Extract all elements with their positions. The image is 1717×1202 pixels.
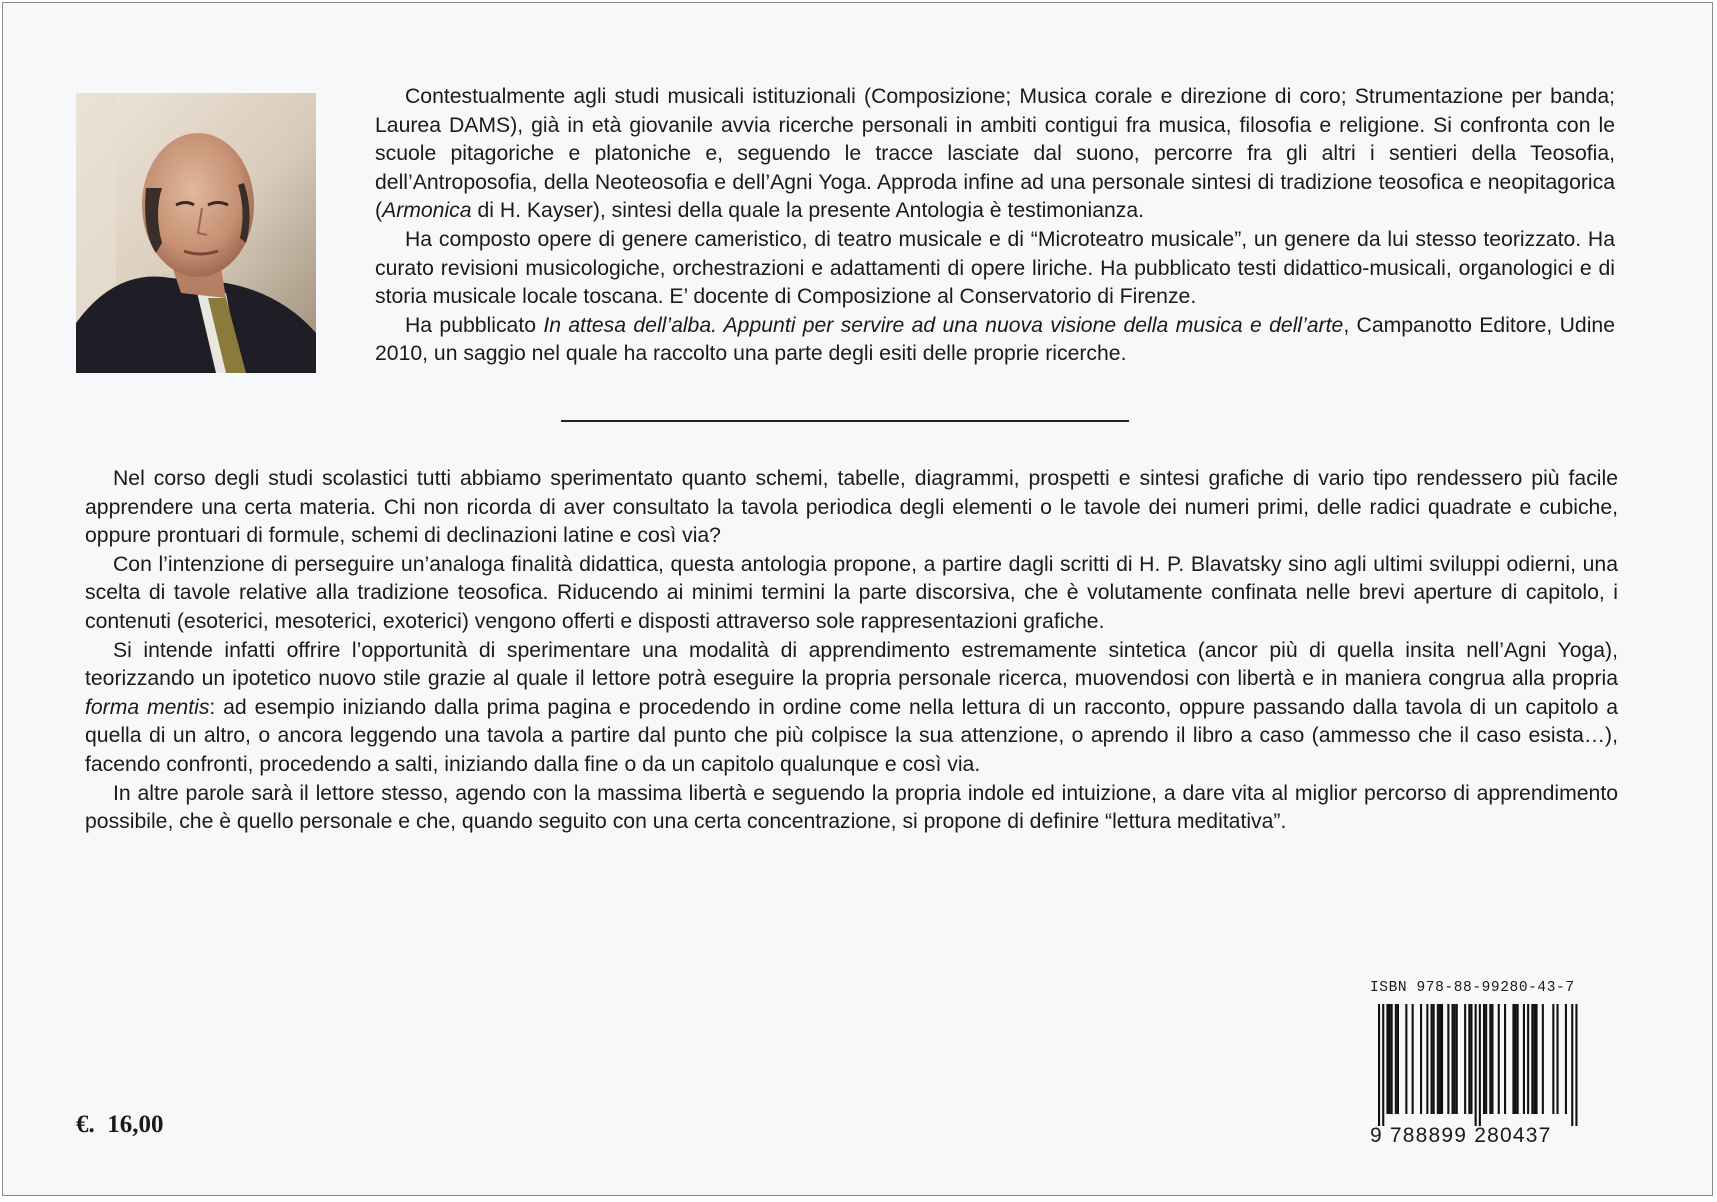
barcode-bar xyxy=(1397,1004,1399,1114)
isbn-barcode-block xyxy=(1370,980,1580,1148)
barcode-bar xyxy=(1565,1004,1567,1114)
barcode-bar xyxy=(1470,1004,1472,1114)
bio-paragraph: Contestualmente agli studi musicali istituzionali (Composizione; Musica corale e direzione di coro; Strumentazione per banda; Laurea DAMS), già in età giovanile avvia ricerche personali in ambiti contigui fra musica, filosofia e religione. Si confronta con le scuole pitagoriche e platoniche e, seguendo le tracce lasciate dal suono, percorre fra gli altri i sentieri della Teosofia, dell’Antroposofia, della Neoteosofia e dell’Agni Yoga. Approda infine ad una personale sintesi di tradizione teosofica e neopitagorica (Armonica di H. Kayser), sintesi della quale la presente Antologia è testimonianza. xyxy=(375,85,1615,223)
barcode-bar xyxy=(1536,1004,1538,1114)
barcode-bar xyxy=(1378,1004,1380,1126)
barcode-bar xyxy=(1485,1004,1487,1114)
barcode-bar xyxy=(1571,1004,1573,1126)
barcode-bar xyxy=(1527,1004,1529,1114)
barcode-bar xyxy=(1475,1004,1477,1126)
barcode-bar xyxy=(1479,1004,1481,1126)
barcode-bar xyxy=(1504,1004,1506,1114)
isbn-label: ISBN 978-88-99280-43-7 xyxy=(1370,980,1575,996)
barcode-bar xyxy=(1391,1004,1393,1114)
author-bio xyxy=(375,83,1615,369)
bio-paragraph: Ha composto opere di genere cameristico, di teatro musicale e di “Microteatro musicale”, un genere da lui stesso teorizzato. Ha curato revisioni musicologiche, orchestrazioni e adattamenti di opere liriche. Ha pubblicato testi didattico-musicali, organologici e di storia musicale locale toscana. E’ docente di Composizione al Conservatorio di Firenze. xyxy=(375,227,1615,309)
barcode-bar xyxy=(1395,1004,1397,1114)
barcode-bar xyxy=(1491,1004,1493,1114)
barcode-bar xyxy=(1515,1004,1517,1114)
barcode-bar xyxy=(1382,1004,1384,1126)
description-paragraph: Nel corso degli studi scolastici tutti abbiamo sperimentato quanto schemi, tabelle, diagrammi, prospetti e sintesi grafiche di vario tipo rendessero più facile apprendere una certa materia. Chi non ricorda di aver consultato la tavola periodica degli elementi o le tavole dei numeri primi, delle radici quadrate e cubiche, oppure prontuari di formule, schemi di declinazioni latine e così via? xyxy=(85,467,1618,548)
barcode-bar xyxy=(1498,1004,1500,1114)
barcode-bar xyxy=(1468,1004,1470,1114)
barcode-bar xyxy=(1420,1004,1422,1114)
barcode-bar xyxy=(1433,1004,1435,1114)
barcode-bar xyxy=(1389,1004,1391,1114)
bio-italic-title: Armonica xyxy=(382,199,472,223)
barcode-bar xyxy=(1405,1004,1407,1114)
barcode-bar xyxy=(1533,1004,1535,1114)
barcode-bar xyxy=(1531,1004,1533,1114)
barcode-bar xyxy=(1575,1004,1577,1126)
barcode-bar xyxy=(1447,1004,1449,1114)
description-paragraph: Si intende infatti offrire l’opportunità di sperimentare una modalità di apprendimento estremamente sintetica (ancor più di quella insita nell’Agni Yoga), teorizzando un ipotetico nuovo stile grazie al quale il lettore potrà eseguire la propria personale ricerca, muovendosi con libertà e in maniera congrua alla propria forma mentis: ad esempio iniziando dalla prima pagina e procedendo in ordine come nella lettura di un racconto, oppure passando dalla tavola di un capitolo a quella di un altro, o ancora leggendo una tavola a partire dal punto che più colpisce la sua attenzione, o aprendo il libro a caso (ammesso che il caso esista…), facendo confronti, procedendo a salti, iniziando dalla fine o da un capitolo qualunque e così via. xyxy=(85,638,1619,776)
bio-italic-book-title: In attesa dell’alba. Appunti per servire ad una nuova visione della musica e dell’arte xyxy=(543,313,1344,337)
description-paragraph: In altre parole sarà il lettore stesso, agendo con la massima libertà e seguendo la propria indole ed intuizione, a dare vita al miglior percorso di apprendimento possibile, che è quello personale e che, quando seguito con una certa concentrazione, si propone di definire “lettura meditativa”. xyxy=(85,781,1618,834)
barcode-bar xyxy=(1542,1004,1544,1114)
barcode-bar xyxy=(1489,1004,1491,1114)
section-divider xyxy=(561,420,1129,422)
barcode-bar xyxy=(1523,1004,1525,1114)
barcode-bar xyxy=(1431,1004,1433,1114)
price: €. 16,00 xyxy=(76,1111,164,1138)
author-portrait-image xyxy=(76,93,316,373)
barcode-bar xyxy=(1483,1004,1485,1114)
description-italic-term: forma mentis xyxy=(85,695,210,719)
description-paragraph: Con l’intenzione di perseguire un’analoga finalità didattica, questa antologia propone, a partire dagli scritti di H. P. Blavatsky sino agli ultimi sviluppi odierni, una scelta di tavole relative alla tradizione teosofica. Riducendo ai minimi termini la parte discorsiva, che è volutamente confinata nelle brevi aperture di capitolo, i contenuti (esoterici, mesoterici, exoterici) vengono offerti e disposti attraverso sole rappresentazioni grafiche. xyxy=(85,552,1618,633)
barcode-image xyxy=(1370,1004,1580,1126)
barcode-bar xyxy=(1386,1004,1388,1114)
barcode-bar xyxy=(1437,1004,1439,1114)
barcode-bar xyxy=(1517,1004,1519,1114)
book-description xyxy=(85,465,1618,837)
barcode-bar xyxy=(1454,1004,1456,1114)
barcode-bar xyxy=(1412,1004,1414,1114)
barcode-bar xyxy=(1456,1004,1458,1114)
barcode-bar xyxy=(1557,1004,1559,1114)
back-cover xyxy=(2,2,1713,1196)
barcode-bar xyxy=(1512,1004,1514,1114)
barcode-bar xyxy=(1464,1004,1466,1114)
barcode-bar xyxy=(1426,1004,1428,1114)
barcode-bar xyxy=(1552,1004,1554,1114)
barcode-digits: 9 788899 280437 xyxy=(1370,1124,1552,1147)
bio-paragraph: Ha pubblicato In attesa dell’alba. Appunti per servire ad una nuova visione della musica e dell’arte, Campanotto Editore, Udine 2010, un saggio nel quale ha raccolto una parte degli esiti delle proprie ricerche. xyxy=(375,313,1615,366)
barcode-bar xyxy=(1441,1004,1443,1114)
barcode-bar xyxy=(1452,1004,1454,1114)
author-photo xyxy=(76,93,316,373)
barcode-bar xyxy=(1439,1004,1441,1114)
